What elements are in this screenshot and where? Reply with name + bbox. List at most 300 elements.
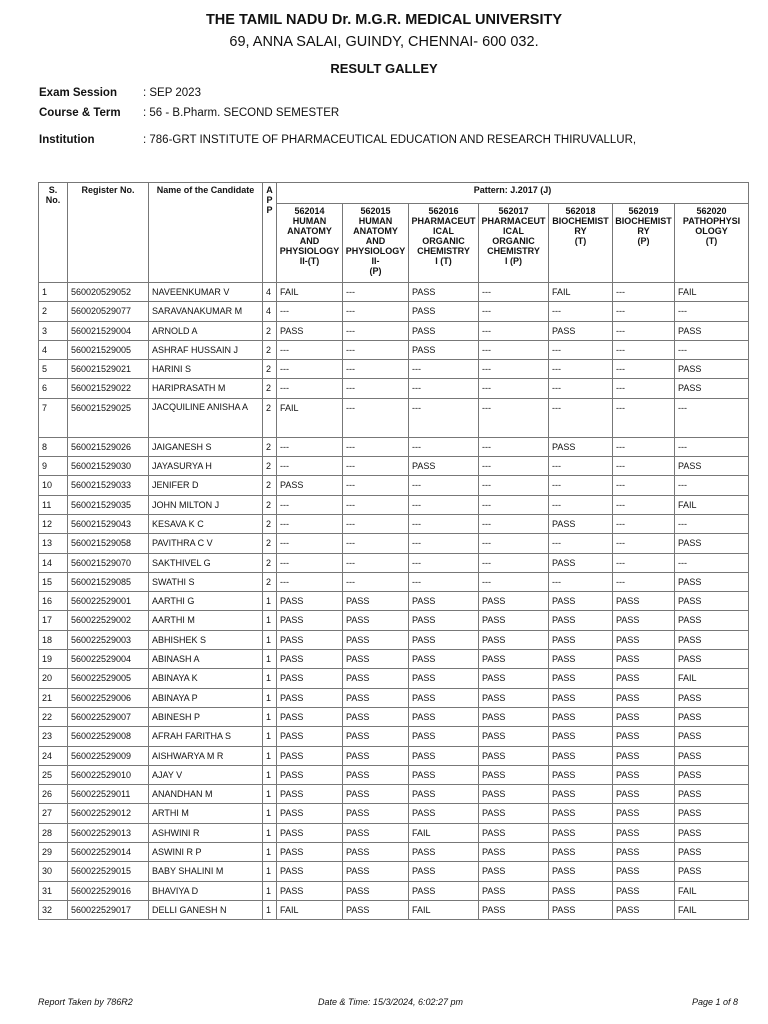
cell-app: 1 [263, 765, 277, 784]
report-datetime: Date & Time: 15/3/2024, 6:02:27 pm [318, 997, 464, 1007]
institution [39, 134, 636, 146]
cell-562015: --- [343, 553, 409, 572]
cell-562020: FAIL [675, 669, 749, 688]
cell-562020: FAIL [675, 283, 749, 302]
cell-562016: PASS [409, 881, 479, 900]
course-label: Course & Term [39, 107, 121, 119]
cell-562016: PASS [409, 630, 479, 649]
cell-app: 2 [263, 340, 277, 359]
cell-562017: --- [479, 514, 549, 533]
table-row [39, 379, 749, 398]
cell-562017: PASS [479, 900, 549, 919]
cell-562014: --- [277, 340, 343, 359]
cell-app: 1 [263, 611, 277, 630]
cell-name: ARNOLD A [149, 321, 263, 340]
cell-562014: --- [277, 534, 343, 553]
cell-sno: 7 [39, 398, 68, 437]
cell-name: ABINASH A [149, 650, 263, 669]
cell-regno: 560022529003 [68, 630, 149, 649]
cell-562020: PASS [675, 611, 749, 630]
cell-sno: 10 [39, 476, 68, 495]
cell-562018: --- [549, 534, 613, 553]
cell-562019: PASS [613, 843, 675, 862]
cell-app: 1 [263, 785, 277, 804]
cell-app: 1 [263, 862, 277, 881]
cell-sno: 5 [39, 360, 68, 379]
cell-562019: PASS [613, 669, 675, 688]
cell-regno: 560022529007 [68, 707, 149, 726]
header-subject: 562014 HUMAN ANATOMY AND PHYSIOLOGY II-(T) [277, 204, 343, 283]
cell-regno: 560021529070 [68, 553, 149, 572]
cell-562020: --- [675, 340, 749, 359]
cell-562014: PASS [277, 785, 343, 804]
cell-sno: 1 [39, 283, 68, 302]
university-address: 69, ANNA SALAI, GUINDY, CHENNAI- 600 032. [229, 34, 539, 50]
cell-562020: --- [675, 437, 749, 456]
cell-sno: 11 [39, 495, 68, 514]
cell-562016: --- [409, 476, 479, 495]
cell-app: 2 [263, 379, 277, 398]
cell-name: HARINI S [149, 360, 263, 379]
cell-562020: PASS [675, 379, 749, 398]
cell-562016: --- [409, 514, 479, 533]
cell-562016: PASS [409, 843, 479, 862]
cell-562015: --- [343, 398, 409, 437]
header-subject: 562015 HUMAN ANATOMY AND PHYSIOLOGY II- (P) [343, 204, 409, 283]
cell-regno: 560021529058 [68, 534, 149, 553]
cell-562016: PASS [409, 862, 479, 881]
cell-562019: --- [613, 553, 675, 572]
cell-regno: 560022529006 [68, 688, 149, 707]
cell-562018: PASS [549, 765, 613, 784]
cell-562014: PASS [277, 592, 343, 611]
cell-562017: PASS [479, 823, 549, 842]
table-row [39, 862, 749, 881]
cell-562017: PASS [479, 611, 549, 630]
cell-562019: PASS [613, 688, 675, 707]
cell-name: AARTHI M [149, 611, 263, 630]
cell-562015: --- [343, 495, 409, 514]
cell-562017: PASS [479, 746, 549, 765]
cell-562019: --- [613, 302, 675, 321]
cell-562018: PASS [549, 785, 613, 804]
cell-562020: --- [675, 476, 749, 495]
header-sno: S. No. [39, 183, 68, 283]
cell-regno: 560021529043 [68, 514, 149, 533]
cell-562020: FAIL [675, 900, 749, 919]
cell-app: 1 [263, 707, 277, 726]
cell-562018: PASS [549, 321, 613, 340]
cell-562017: PASS [479, 843, 549, 862]
cell-regno: 560021529030 [68, 457, 149, 476]
cell-562020: PASS [675, 572, 749, 591]
cell-562019: PASS [613, 881, 675, 900]
cell-name: ABINESH P [149, 707, 263, 726]
cell-562017: --- [479, 360, 549, 379]
table-row [39, 437, 749, 456]
cell-app: 1 [263, 900, 277, 919]
header-subject: 562018 BIOCHEMIST RY (T) [549, 204, 613, 283]
table-row [39, 823, 749, 842]
cell-562014: --- [277, 457, 343, 476]
cell-562017: --- [479, 437, 549, 456]
cell-562018: PASS [549, 592, 613, 611]
cell-sno: 29 [39, 843, 68, 862]
cell-app: 2 [263, 534, 277, 553]
cell-app: 4 [263, 302, 277, 321]
table-row [39, 746, 749, 765]
cell-sno: 22 [39, 707, 68, 726]
cell-562016: PASS [409, 785, 479, 804]
cell-sno: 12 [39, 514, 68, 533]
cell-562020: PASS [675, 534, 749, 553]
cell-562014: PASS [277, 843, 343, 862]
table-row [39, 572, 749, 591]
cell-regno: 560021529004 [68, 321, 149, 340]
cell-562018: --- [549, 379, 613, 398]
cell-app: 1 [263, 823, 277, 842]
cell-562017: --- [479, 379, 549, 398]
cell-562017: PASS [479, 669, 549, 688]
cell-562015: --- [343, 437, 409, 456]
cell-sno: 16 [39, 592, 68, 611]
table-row [39, 360, 749, 379]
cell-name: ASHRAF HUSSAIN J [149, 340, 263, 359]
cell-app: 1 [263, 843, 277, 862]
cell-name: ASWINI R P [149, 843, 263, 862]
cell-562019: --- [613, 495, 675, 514]
table-row [39, 881, 749, 900]
cell-562015: --- [343, 283, 409, 302]
cell-name: PAVITHRA C V [149, 534, 263, 553]
cell-name: JAYASURYA H [149, 457, 263, 476]
cell-sno: 32 [39, 900, 68, 919]
cell-app: 1 [263, 688, 277, 707]
exam-session [39, 87, 201, 99]
cell-sno: 14 [39, 553, 68, 572]
cell-name: JOHN MILTON J [149, 495, 263, 514]
cell-562020: PASS [675, 785, 749, 804]
cell-562014: PASS [277, 476, 343, 495]
cell-562019: --- [613, 398, 675, 437]
cell-562016: PASS [409, 302, 479, 321]
course-term [39, 107, 339, 119]
cell-name: AISHWARYA M R [149, 746, 263, 765]
cell-562019: --- [613, 572, 675, 591]
cell-562016: PASS [409, 688, 479, 707]
cell-562020: PASS [675, 457, 749, 476]
cell-562014: PASS [277, 862, 343, 881]
cell-562016: PASS [409, 707, 479, 726]
cell-regno: 560022529011 [68, 785, 149, 804]
cell-562017: PASS [479, 862, 549, 881]
cell-562014: --- [277, 302, 343, 321]
cell-562018: --- [549, 398, 613, 437]
cell-562020: PASS [675, 630, 749, 649]
cell-562015: --- [343, 302, 409, 321]
cell-sno: 15 [39, 572, 68, 591]
cell-562017: --- [479, 283, 549, 302]
cell-562019: PASS [613, 900, 675, 919]
cell-regno: 560021529033 [68, 476, 149, 495]
cell-562017: --- [479, 321, 549, 340]
cell-regno: 560021529035 [68, 495, 149, 514]
cell-562014: PASS [277, 765, 343, 784]
cell-app: 1 [263, 746, 277, 765]
cell-562019: PASS [613, 727, 675, 746]
header-subject: 562019 BIOCHEMIST RY (P) [613, 204, 675, 283]
cell-562018: PASS [549, 862, 613, 881]
cell-name: KESAVA K C [149, 514, 263, 533]
cell-562019: PASS [613, 823, 675, 842]
cell-562016: PASS [409, 611, 479, 630]
cell-562014: PASS [277, 688, 343, 707]
cell-562019: --- [613, 476, 675, 495]
cell-562020: PASS [675, 823, 749, 842]
cell-name: ANANDHAN M [149, 785, 263, 804]
cell-562019: PASS [613, 785, 675, 804]
cell-562016: --- [409, 553, 479, 572]
cell-app: 2 [263, 514, 277, 533]
cell-562017: PASS [479, 804, 549, 823]
cell-name: ABINAYA P [149, 688, 263, 707]
cell-562017: PASS [479, 650, 549, 669]
cell-562020: PASS [675, 650, 749, 669]
cell-562018: --- [549, 302, 613, 321]
cell-562018: --- [549, 572, 613, 591]
cell-562015: PASS [343, 688, 409, 707]
cell-562019: PASS [613, 611, 675, 630]
cell-562014: PASS [277, 881, 343, 900]
cell-regno: 560022529014 [68, 843, 149, 862]
cell-562018: PASS [549, 437, 613, 456]
cell-name: BABY SHALINI M [149, 862, 263, 881]
cell-sno: 17 [39, 611, 68, 630]
table-row [39, 553, 749, 572]
result-table [38, 182, 749, 920]
cell-562017: --- [479, 340, 549, 359]
cell-sno: 27 [39, 804, 68, 823]
cell-562014: PASS [277, 321, 343, 340]
table-row [39, 900, 749, 919]
cell-562018: PASS [549, 900, 613, 919]
cell-sno: 31 [39, 881, 68, 900]
cell-app: 2 [263, 437, 277, 456]
cell-app: 1 [263, 804, 277, 823]
cell-562019: PASS [613, 765, 675, 784]
cell-562015: PASS [343, 804, 409, 823]
cell-562016: PASS [409, 592, 479, 611]
table-row [39, 785, 749, 804]
cell-name: BHAVIYA D [149, 881, 263, 900]
cell-562015: PASS [343, 900, 409, 919]
cell-562016: --- [409, 572, 479, 591]
table-row [39, 457, 749, 476]
table-row [39, 804, 749, 823]
cell-562018: PASS [549, 881, 613, 900]
table-row [39, 340, 749, 359]
cell-562014: --- [277, 495, 343, 514]
cell-562018: PASS [549, 611, 613, 630]
cell-562014: --- [277, 553, 343, 572]
cell-app: 2 [263, 572, 277, 591]
cell-562020: --- [675, 302, 749, 321]
cell-562017: PASS [479, 688, 549, 707]
header-app: A P P [263, 183, 277, 283]
report-taken-by: Report Taken by 786R2 [38, 997, 133, 1007]
cell-562016: FAIL [409, 823, 479, 842]
header-subject: 562017 PHARMACEUT ICAL ORGANIC CHEMISTRY I (P) [479, 204, 549, 283]
cell-562018: PASS [549, 553, 613, 572]
cell-562017: --- [479, 302, 549, 321]
cell-562018: PASS [549, 727, 613, 746]
cell-562020: FAIL [675, 495, 749, 514]
cell-562015: --- [343, 572, 409, 591]
cell-562018: --- [549, 476, 613, 495]
cell-name: HARIPRASATH M [149, 379, 263, 398]
cell-562015: PASS [343, 630, 409, 649]
cell-sno: 30 [39, 862, 68, 881]
cell-562014: FAIL [277, 283, 343, 302]
cell-regno: 560022529010 [68, 765, 149, 784]
cell-name: JACQUILINE ANISHA A [149, 398, 263, 437]
cell-562015: --- [343, 457, 409, 476]
cell-562020: PASS [675, 804, 749, 823]
cell-regno: 560022529012 [68, 804, 149, 823]
cell-562015: --- [343, 476, 409, 495]
cell-562017: --- [479, 476, 549, 495]
cell-app: 2 [263, 321, 277, 340]
cell-sno: 24 [39, 746, 68, 765]
cell-app: 1 [263, 727, 277, 746]
table-row [39, 476, 749, 495]
cell-562018: PASS [549, 514, 613, 533]
cell-562014: PASS [277, 630, 343, 649]
cell-562014: PASS [277, 804, 343, 823]
cell-regno: 560022529016 [68, 881, 149, 900]
cell-sno: 25 [39, 765, 68, 784]
table-row [39, 398, 749, 437]
cell-562014: PASS [277, 746, 343, 765]
cell-regno: 560022529001 [68, 592, 149, 611]
cell-regno: 560021529025 [68, 398, 149, 437]
cell-562016: --- [409, 398, 479, 437]
cell-562019: --- [613, 514, 675, 533]
cell-562019: PASS [613, 862, 675, 881]
cell-562015: PASS [343, 765, 409, 784]
cell-562015: PASS [343, 669, 409, 688]
header-subject: 562020 PATHOPHYSI OLOGY (T) [675, 204, 749, 283]
cell-regno: 560022529002 [68, 611, 149, 630]
cell-562018: PASS [549, 650, 613, 669]
cell-562014: --- [277, 514, 343, 533]
university-title: THE TAMIL NADU Dr. M.G.R. MEDICAL UNIVERSITY [205, 12, 563, 28]
cell-562019: --- [613, 437, 675, 456]
cell-app: 1 [263, 669, 277, 688]
cell-name: SWATHI S [149, 572, 263, 591]
cell-562018: PASS [549, 669, 613, 688]
cell-562018: FAIL [549, 283, 613, 302]
cell-562014: FAIL [277, 900, 343, 919]
cell-562017: PASS [479, 785, 549, 804]
cell-562016: PASS [409, 765, 479, 784]
cell-562020: --- [675, 398, 749, 437]
cell-name: SAKTHIVEL G [149, 553, 263, 572]
cell-562014: --- [277, 360, 343, 379]
cell-562016: --- [409, 495, 479, 514]
cell-app: 2 [263, 553, 277, 572]
cell-562018: PASS [549, 688, 613, 707]
cell-sno: 28 [39, 823, 68, 842]
cell-562019: PASS [613, 650, 675, 669]
cell-562020: PASS [675, 592, 749, 611]
header-subject: 562016 PHARMACEUT ICAL ORGANIC CHEMISTRY I (T) [409, 204, 479, 283]
cell-regno: 560022529005 [68, 669, 149, 688]
header-name: Name of the Candidate [149, 183, 263, 283]
cell-562014: --- [277, 379, 343, 398]
cell-app: 4 [263, 283, 277, 302]
exam-session-label: Exam Session [39, 87, 117, 99]
cell-regno: 560022529009 [68, 746, 149, 765]
table-row [39, 688, 749, 707]
cell-regno: 560022529008 [68, 727, 149, 746]
table-row [39, 283, 749, 302]
cell-562019: --- [613, 321, 675, 340]
table-row [39, 650, 749, 669]
cell-name: JAIGANESH S [149, 437, 263, 456]
cell-562018: PASS [549, 746, 613, 765]
cell-562015: PASS [343, 746, 409, 765]
cell-562015: --- [343, 534, 409, 553]
cell-562020: PASS [675, 707, 749, 726]
cell-sno: 3 [39, 321, 68, 340]
cell-562019: --- [613, 457, 675, 476]
cell-562014: --- [277, 437, 343, 456]
cell-562014: PASS [277, 707, 343, 726]
cell-562016: PASS [409, 321, 479, 340]
cell-562015: --- [343, 340, 409, 359]
cell-sno: 2 [39, 302, 68, 321]
cell-562017: --- [479, 398, 549, 437]
cell-562015: PASS [343, 707, 409, 726]
cell-562019: PASS [613, 804, 675, 823]
table-row [39, 707, 749, 726]
cell-562015: PASS [343, 843, 409, 862]
cell-562016: PASS [409, 669, 479, 688]
cell-562016: --- [409, 534, 479, 553]
table-row [39, 514, 749, 533]
table-row [39, 611, 749, 630]
cell-sno: 8 [39, 437, 68, 456]
cell-name: AARTHI G [149, 592, 263, 611]
cell-562018: PASS [549, 843, 613, 862]
institution-label: Institution [39, 134, 95, 146]
cell-562014: PASS [277, 727, 343, 746]
cell-name: AJAY V [149, 765, 263, 784]
cell-name: ABHISHEK S [149, 630, 263, 649]
cell-562015: --- [343, 360, 409, 379]
cell-562015: --- [343, 379, 409, 398]
cell-app: 2 [263, 360, 277, 379]
cell-sno: 6 [39, 379, 68, 398]
cell-562015: PASS [343, 592, 409, 611]
cell-562016: PASS [409, 727, 479, 746]
cell-562017: --- [479, 495, 549, 514]
cell-562015: --- [343, 514, 409, 533]
cell-sno: 20 [39, 669, 68, 688]
cell-562019: PASS [613, 746, 675, 765]
cell-regno: 560022529013 [68, 823, 149, 842]
